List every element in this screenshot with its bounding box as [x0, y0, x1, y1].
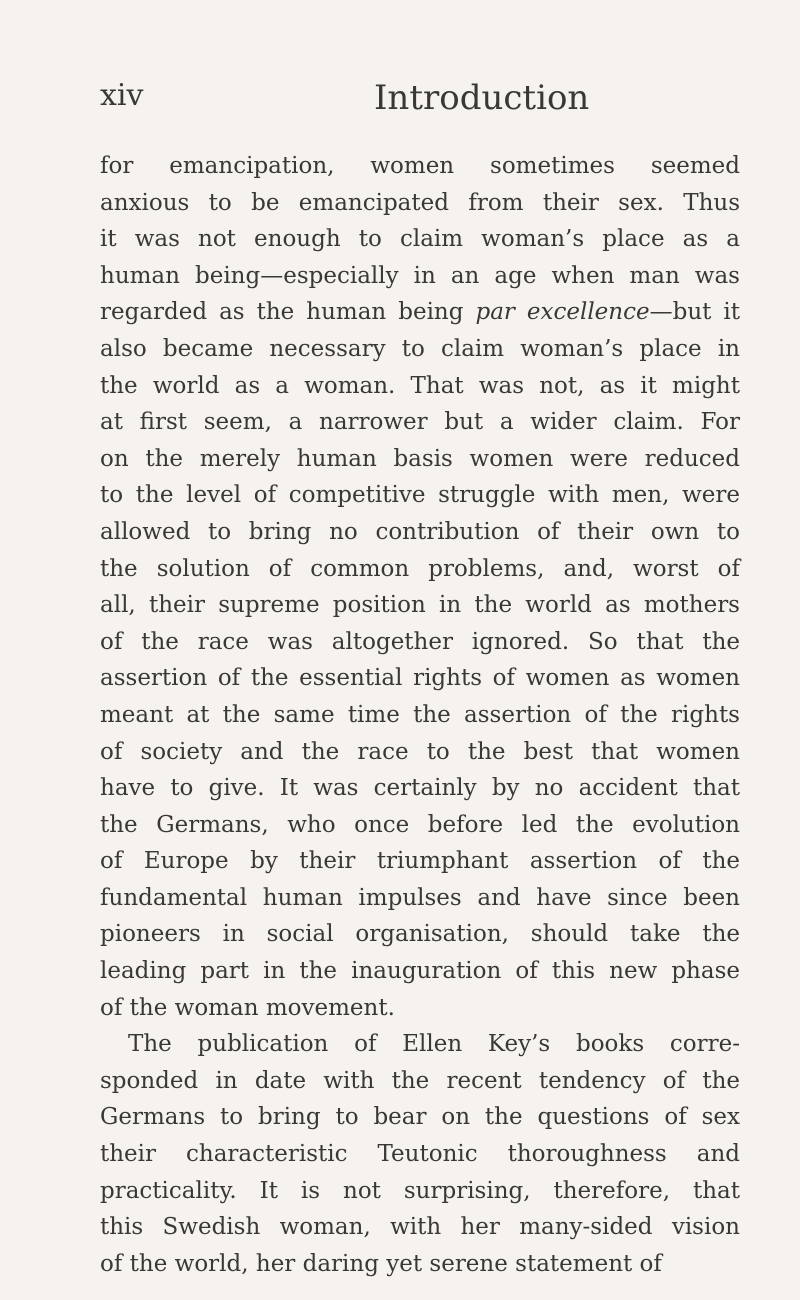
text-line: this Swedish woman, with her many-sided vision [100, 1214, 740, 1241]
text-line: of the woman movement. [100, 994, 395, 1021]
text-line: assertion of the essential rights of women as women [100, 665, 740, 692]
text-line: practicality. It is not surprising, therefore, that [100, 1177, 740, 1204]
text-line: allowed to bring no contribution of their own to [100, 518, 740, 545]
text-line: regarded as the human being par excellence—but it [100, 299, 740, 326]
text-line: human being—especially in an age when man was [100, 262, 740, 289]
text-line: of the race was altogether ignored. So that the [100, 628, 740, 655]
running-title: Introduction [374, 78, 590, 118]
text-line: The publication of Ellen Key’s books corre- [128, 1031, 740, 1058]
running-header [100, 78, 720, 128]
text-line: at first seem, a narrower but a wider claim. For [100, 409, 740, 436]
page-number: xiv [100, 78, 144, 113]
text-line: of society and the race to the best that women [100, 738, 740, 765]
text-line: have to give. It was certainly by no accident that [100, 775, 740, 802]
text-line: pioneers in social organisation, should take the [100, 921, 740, 948]
text-line: Germans to bring to bear on the questions of sex [100, 1104, 740, 1131]
text-line: fundamental human impulses and have since been [100, 884, 740, 911]
text-line: it was not enough to claim woman’s place as a [100, 226, 740, 253]
text-line: the Germans, who once before led the evolution [100, 811, 740, 838]
text-line: the solution of common problems, and, worst of [100, 555, 740, 582]
text-line: also became necessary to claim woman’s place in [100, 335, 740, 362]
body-text [100, 148, 740, 1282]
text-line: the world as a woman. That was not, as it might [100, 372, 740, 399]
text-line: leading part in the inauguration of this new phase [100, 958, 740, 985]
text-line: of the world, her daring yet serene statement of [100, 1250, 662, 1277]
text-line: their characteristic Teutonic thoroughness and [100, 1141, 740, 1168]
text-line: sponded in date with the recent tendency of the [100, 1067, 740, 1094]
text-line: on the merely human basis women were reduced [100, 445, 740, 472]
text-line: anxious to be emancipated from their sex. Thus [100, 189, 740, 216]
text-line: meant at the same time the assertion of the rights [100, 701, 740, 728]
text-line: of Europe by their triumphant assertion of the [100, 848, 740, 875]
text-line: for emancipation, women sometimes seemed [100, 153, 740, 179]
text-line: all, their supreme position in the world as mothers [100, 592, 740, 619]
text-line: to the level of competitive struggle with men, were [100, 482, 740, 509]
